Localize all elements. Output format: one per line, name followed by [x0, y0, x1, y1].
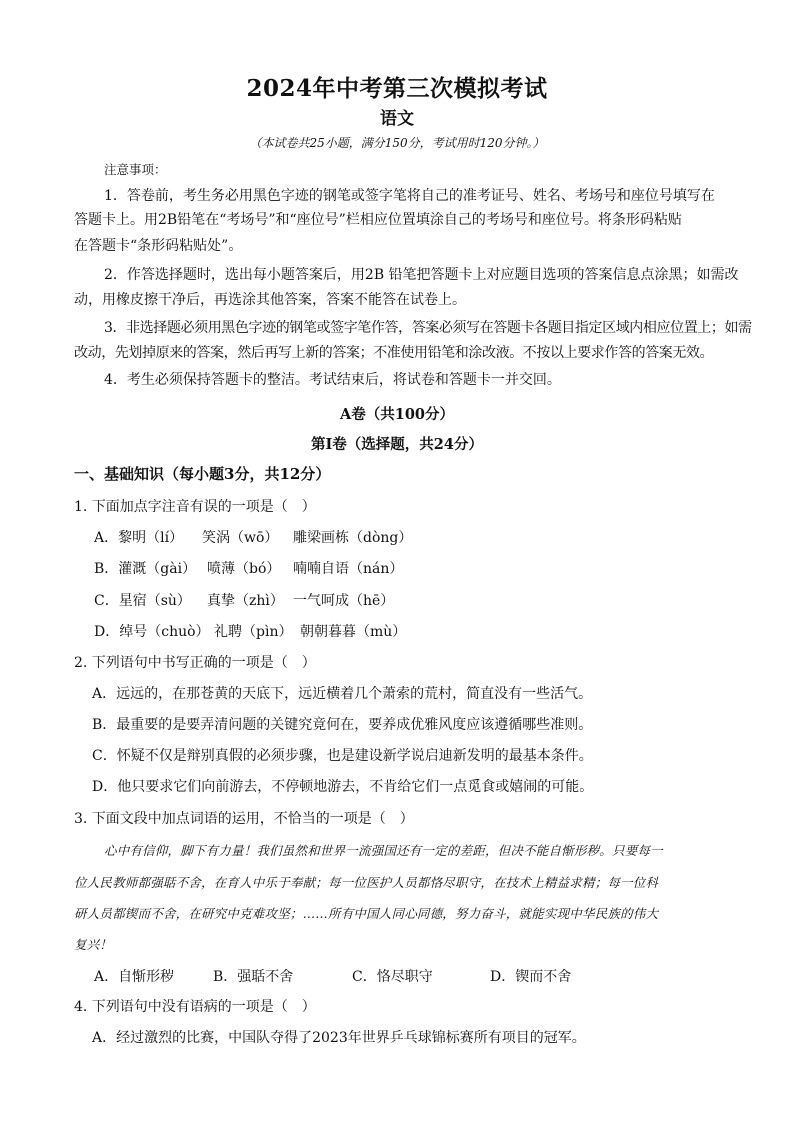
q1-c-3: 一气呵成（hē）	[293, 593, 395, 609]
notice-line: 3．非选择题必须用黑色字迹的钢笔或签字笔作答，答案必须写在答题卡各题目指定区域内相应位置上；如需	[104, 320, 752, 336]
question-2-stem: 2. 下列语句中书写正确的一项是（ ）	[74, 655, 316, 671]
q1-c-1: C．星宿（sù）	[94, 593, 191, 609]
q3-passage-line: 研人员都锲而不舍，在研究中克难攻坚；……所有中国人同心同德，努力奋斗，就能实现中华民族的伟大	[74, 906, 659, 921]
q3-option-a: A．自惭形秽	[94, 969, 175, 985]
question-3-stem: 3. 下面文段中加点词语的运用，不恰当的一项是（ ）	[74, 811, 414, 827]
q1-a-2: 笑涡（wō）	[202, 530, 279, 546]
q1-a-3: 雕梁画栋（dòng）	[293, 530, 413, 546]
q2-option-c: C．怀疑不仅是辩别真假的必须步骤，也是建设新学说启迪新发明的最基本条件。	[92, 748, 593, 764]
q3-option-d: D．锲而不舍	[490, 969, 572, 985]
q3-option-b: B．强聒不舍	[213, 969, 294, 985]
subject-label: 语文	[380, 109, 414, 129]
section-one-heading: 一、基础知识（每小题3分，共12分）	[74, 465, 331, 483]
notice-line: 答题卡上。用2B铅笔在“考场号”和“座位号”栏相应位置填涂自己的考场号和座位号。将条形码粘贴	[74, 212, 682, 228]
question-4-stem: 4. 下列语句中没有语病的一项是（ ）	[74, 999, 316, 1015]
q1-d-1: D．绰号（chuò）	[94, 624, 210, 640]
notice-title: 注意事项：	[104, 162, 167, 177]
notice-line: 4．考生必须保持答题卡的整洁。考试结束后，将试卷和答题卡一并交回。	[104, 372, 561, 388]
notice-line: 1．答卷前，考生务必用黑色字迹的钢笔或签字笔将自己的准考证号、姓名、考场号和座位号填写在	[104, 188, 715, 204]
q3-passage-line: 复兴！	[74, 937, 113, 952]
q1-a-1: A．黎明（lí）	[94, 530, 184, 546]
q2-option-d: D．他只要求它们向前游去，不停顿地游去，不肯给它们一点觅食或嬉闹的可能。	[92, 779, 594, 795]
exam-info: （本试卷共25小题，满分150分，考试用时120分钟。）	[249, 136, 545, 150]
q2-option-a: A．远远的，在那苍黄的天底下，远近横着几个萧索的荒村，简直没有一些活气。	[92, 686, 593, 702]
q3-passage-line: 位人民教师都强聒不舍，在育人中乐于奉献；每一位医护人员都恪尽职守，在技术上精益求精；每一位科	[74, 875, 659, 890]
q2-option-b: B．最重要的是要弄清问题的关键究竟何在，要养成优雅风度应该遵循哪些准则。	[92, 717, 593, 733]
section-a-heading: A卷（共100分）	[339, 406, 455, 423]
exam-title: 2024年中考第三次模拟考试	[246, 75, 548, 102]
part-one-heading: 第Ⅰ卷（选择题，共24分）	[311, 436, 483, 453]
question-1-stem: 1. 下面加点字注音有误的一项是（ ）	[74, 499, 316, 515]
notice-line: 改动，先划掉原来的答案，然后再写上新的答案；不准使用铅笔和涂改液。不按以上要求作答的答案无效。	[74, 345, 714, 361]
q1-b-3: 喃喃自语（nán）	[293, 561, 404, 577]
q1-d-2: 礼聘（pìn）	[214, 624, 293, 640]
q1-b-2: 喷薄（bó）	[207, 561, 281, 577]
notice-line: 在答题卡“条形码粘贴处”。	[74, 238, 243, 254]
q3-option-c: C．恪尽职守	[352, 969, 433, 985]
notice-line: 动，用橡皮擦干净后，再选涂其他答案，答案不能答在试卷上。	[74, 292, 466, 308]
q1-b-1: B．灌溉（gài）	[94, 561, 197, 577]
q1-c-2: 真挚（zhì）	[207, 593, 284, 609]
q4-option-a: A．经过激烈的比赛，中国队夺得了2023年世界乒乓球锦标赛所有项目的冠军。	[92, 1030, 586, 1046]
q1-d-3: 朝朝暮暮（mù）	[300, 624, 407, 640]
notice-line: 2．作答选择题时，选出每小题答案后，用2B 铅笔把答题卡上对应题目选项的答案信息点涂黑；如需改	[104, 267, 739, 283]
q3-passage-line: 心中有信仰，脚下有力量！我们虽然和世界一流强国还有一定的差距，但决不能自惭形秽。只要每一	[104, 843, 663, 858]
